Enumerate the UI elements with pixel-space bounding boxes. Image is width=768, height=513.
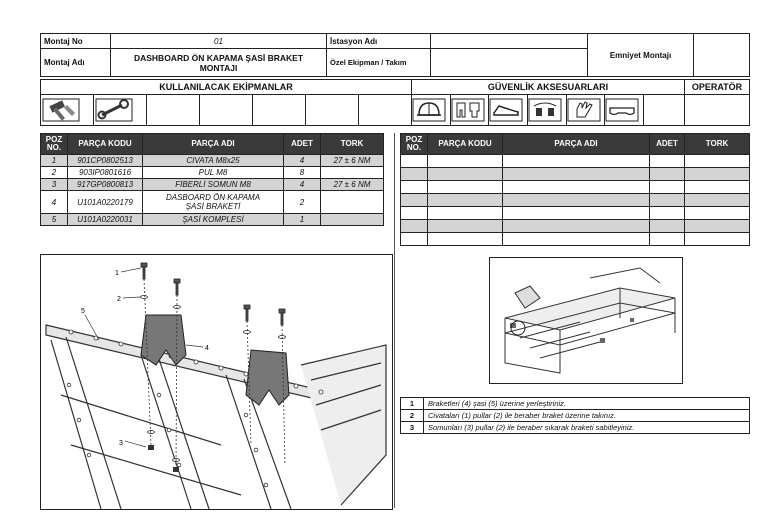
operator-section-label: OPERATÖR — [685, 80, 750, 95]
table-row — [401, 207, 750, 220]
list-item — [401, 422, 750, 434]
parts-table — [40, 133, 384, 226]
instructions-table — [400, 397, 750, 434]
safety-slot-empty — [644, 95, 685, 126]
assembly-drawing — [41, 255, 392, 509]
col-poz-no: POZ NO. — [401, 134, 428, 155]
table-row — [401, 233, 750, 246]
safety-slot-glove — [566, 95, 605, 126]
cell-adet: 4 — [284, 155, 321, 167]
coverall-icon — [451, 98, 485, 122]
col-tork: TORK — [321, 134, 384, 155]
diagram-label-1: 1 — [115, 270, 119, 277]
tools-section-label: KULLANILACAK EKİPMANLAR — [41, 80, 412, 95]
overview-diagram — [489, 257, 683, 384]
montaj-adi-value: DASHBOARD ÖN KAPAMA ŞASİ BRAKET MONTAJI — [111, 49, 327, 77]
cell-adet: 4 — [284, 179, 321, 191]
safety-slot-ear — [527, 95, 566, 126]
safety-slot-coverall — [450, 95, 489, 126]
header-table — [40, 33, 750, 77]
col-parca-kodu: PARÇA KODU — [428, 134, 503, 155]
right-parts-table — [400, 133, 750, 246]
cell-kod: 901CP0802513 — [68, 155, 143, 167]
cell-adet: 8 — [284, 167, 321, 179]
table-row — [41, 155, 384, 167]
montaj-no-label: Montaj No — [41, 34, 111, 49]
col-parca-adi: PARÇA ADI — [503, 134, 650, 155]
safety-slot-goggles — [605, 95, 644, 126]
cell-kod: U101A0220031 — [68, 214, 143, 226]
cell-poz: 5 — [41, 214, 68, 226]
cell-ad: FİBERLİ SOMUN M8 — [143, 179, 284, 191]
col-adet: ADET — [650, 134, 685, 155]
tool-slot-empty — [200, 95, 253, 126]
table-row — [401, 155, 750, 168]
col-parca-adi: PARÇA ADI — [143, 134, 284, 155]
cell-kod: 917GP0800813 — [68, 179, 143, 191]
diagram-label-4: 4 — [205, 345, 209, 352]
diagram-label-2: 2 — [117, 296, 121, 303]
ozel-ekipman-label: Özel Ekipman / Takım — [327, 49, 431, 77]
cell-adet: 2 — [284, 191, 321, 214]
table-row — [401, 168, 750, 181]
step-text: Braketleri (4) şasi (5) üzerine yerleştiriniz. — [424, 398, 750, 410]
section-divider — [394, 133, 395, 508]
cell-ad: DASBOARD ÖN KAPAMA ŞASİ BRAKETİ — [143, 191, 284, 214]
glove-icon — [567, 98, 601, 122]
safety-shoe-icon — [489, 98, 523, 122]
cell-tork: 27 ± 6 NM — [321, 155, 384, 167]
ozel-ekipman-value — [431, 49, 588, 77]
table-row — [401, 194, 750, 207]
step-number: 3 — [401, 422, 424, 434]
cell-poz: 2 — [41, 167, 68, 179]
table-row — [41, 179, 384, 191]
cell-tork — [321, 191, 384, 214]
montaj-adi-label: Montaj Adı — [41, 49, 111, 77]
col-adet: ADET — [284, 134, 321, 155]
emniyet-value — [694, 34, 750, 77]
tool-slot-empty — [306, 95, 359, 126]
tool-slot-hammer — [41, 95, 94, 126]
goggles-icon — [605, 98, 639, 122]
table-row — [41, 191, 384, 214]
ear-protection-icon — [528, 98, 562, 122]
cell-ad: PUL M8 — [143, 167, 284, 179]
safety-slot-helmet — [412, 95, 451, 126]
list-item — [401, 410, 750, 422]
cell-poz: 1 — [41, 155, 68, 167]
diagram-label-5: 5 — [81, 308, 85, 315]
operator-value — [685, 95, 750, 126]
col-parca-kodu: PARÇA KODU — [68, 134, 143, 155]
cell-poz: 4 — [41, 191, 68, 214]
step-text: Civataları (1) pullar (2) ile beraber braket üzerine takınız. — [424, 410, 750, 422]
helmet-icon — [412, 98, 446, 122]
assembly-diagram — [40, 254, 393, 510]
list-item — [401, 398, 750, 410]
cell-kod: U101A0220179 — [68, 191, 143, 214]
emniyet-label: Emniyet Montajı — [588, 34, 694, 77]
table-row — [401, 220, 750, 233]
cell-poz: 3 — [41, 179, 68, 191]
istasyon-value — [431, 34, 588, 49]
step-text: Somunları (3) pullar (2) ile beraber sıkarak braketi sabitleyiniz. — [424, 422, 750, 434]
hammer-icon — [41, 97, 81, 123]
table-row — [41, 167, 384, 179]
table-row — [401, 181, 750, 194]
col-tork: TORK — [685, 134, 750, 155]
step-number: 1 — [401, 398, 424, 410]
safety-slot-shoe — [489, 95, 528, 126]
montaj-no-value: 01 — [111, 34, 327, 49]
safety-section-label: GÜVENLİK AKSESUARLARI — [412, 80, 685, 95]
step-number: 2 — [401, 410, 424, 422]
col-poz-no: POZ NO. — [41, 134, 68, 155]
wrench-icon — [94, 97, 134, 123]
cell-tork — [321, 214, 384, 226]
cell-adet: 1 — [284, 214, 321, 226]
equipment-table — [40, 79, 750, 126]
istasyon-label: İstasyon Adı — [327, 34, 431, 49]
table-row — [41, 214, 384, 226]
tool-slot-empty — [253, 95, 306, 126]
cell-kod: 903IP0801616 — [68, 167, 143, 179]
cell-ad: ŞASİ KOMPLESİ — [143, 214, 284, 226]
tool-slot-wrench — [94, 95, 147, 126]
cell-ad: CIVATA M8x25 — [143, 155, 284, 167]
diagram-label-3: 3 — [119, 440, 123, 447]
tool-slot-empty — [359, 95, 412, 126]
cell-tork — [321, 167, 384, 179]
cell-tork: 27 ± 6 NM — [321, 179, 384, 191]
tool-slot-empty — [147, 95, 200, 126]
overview-drawing — [490, 258, 682, 383]
